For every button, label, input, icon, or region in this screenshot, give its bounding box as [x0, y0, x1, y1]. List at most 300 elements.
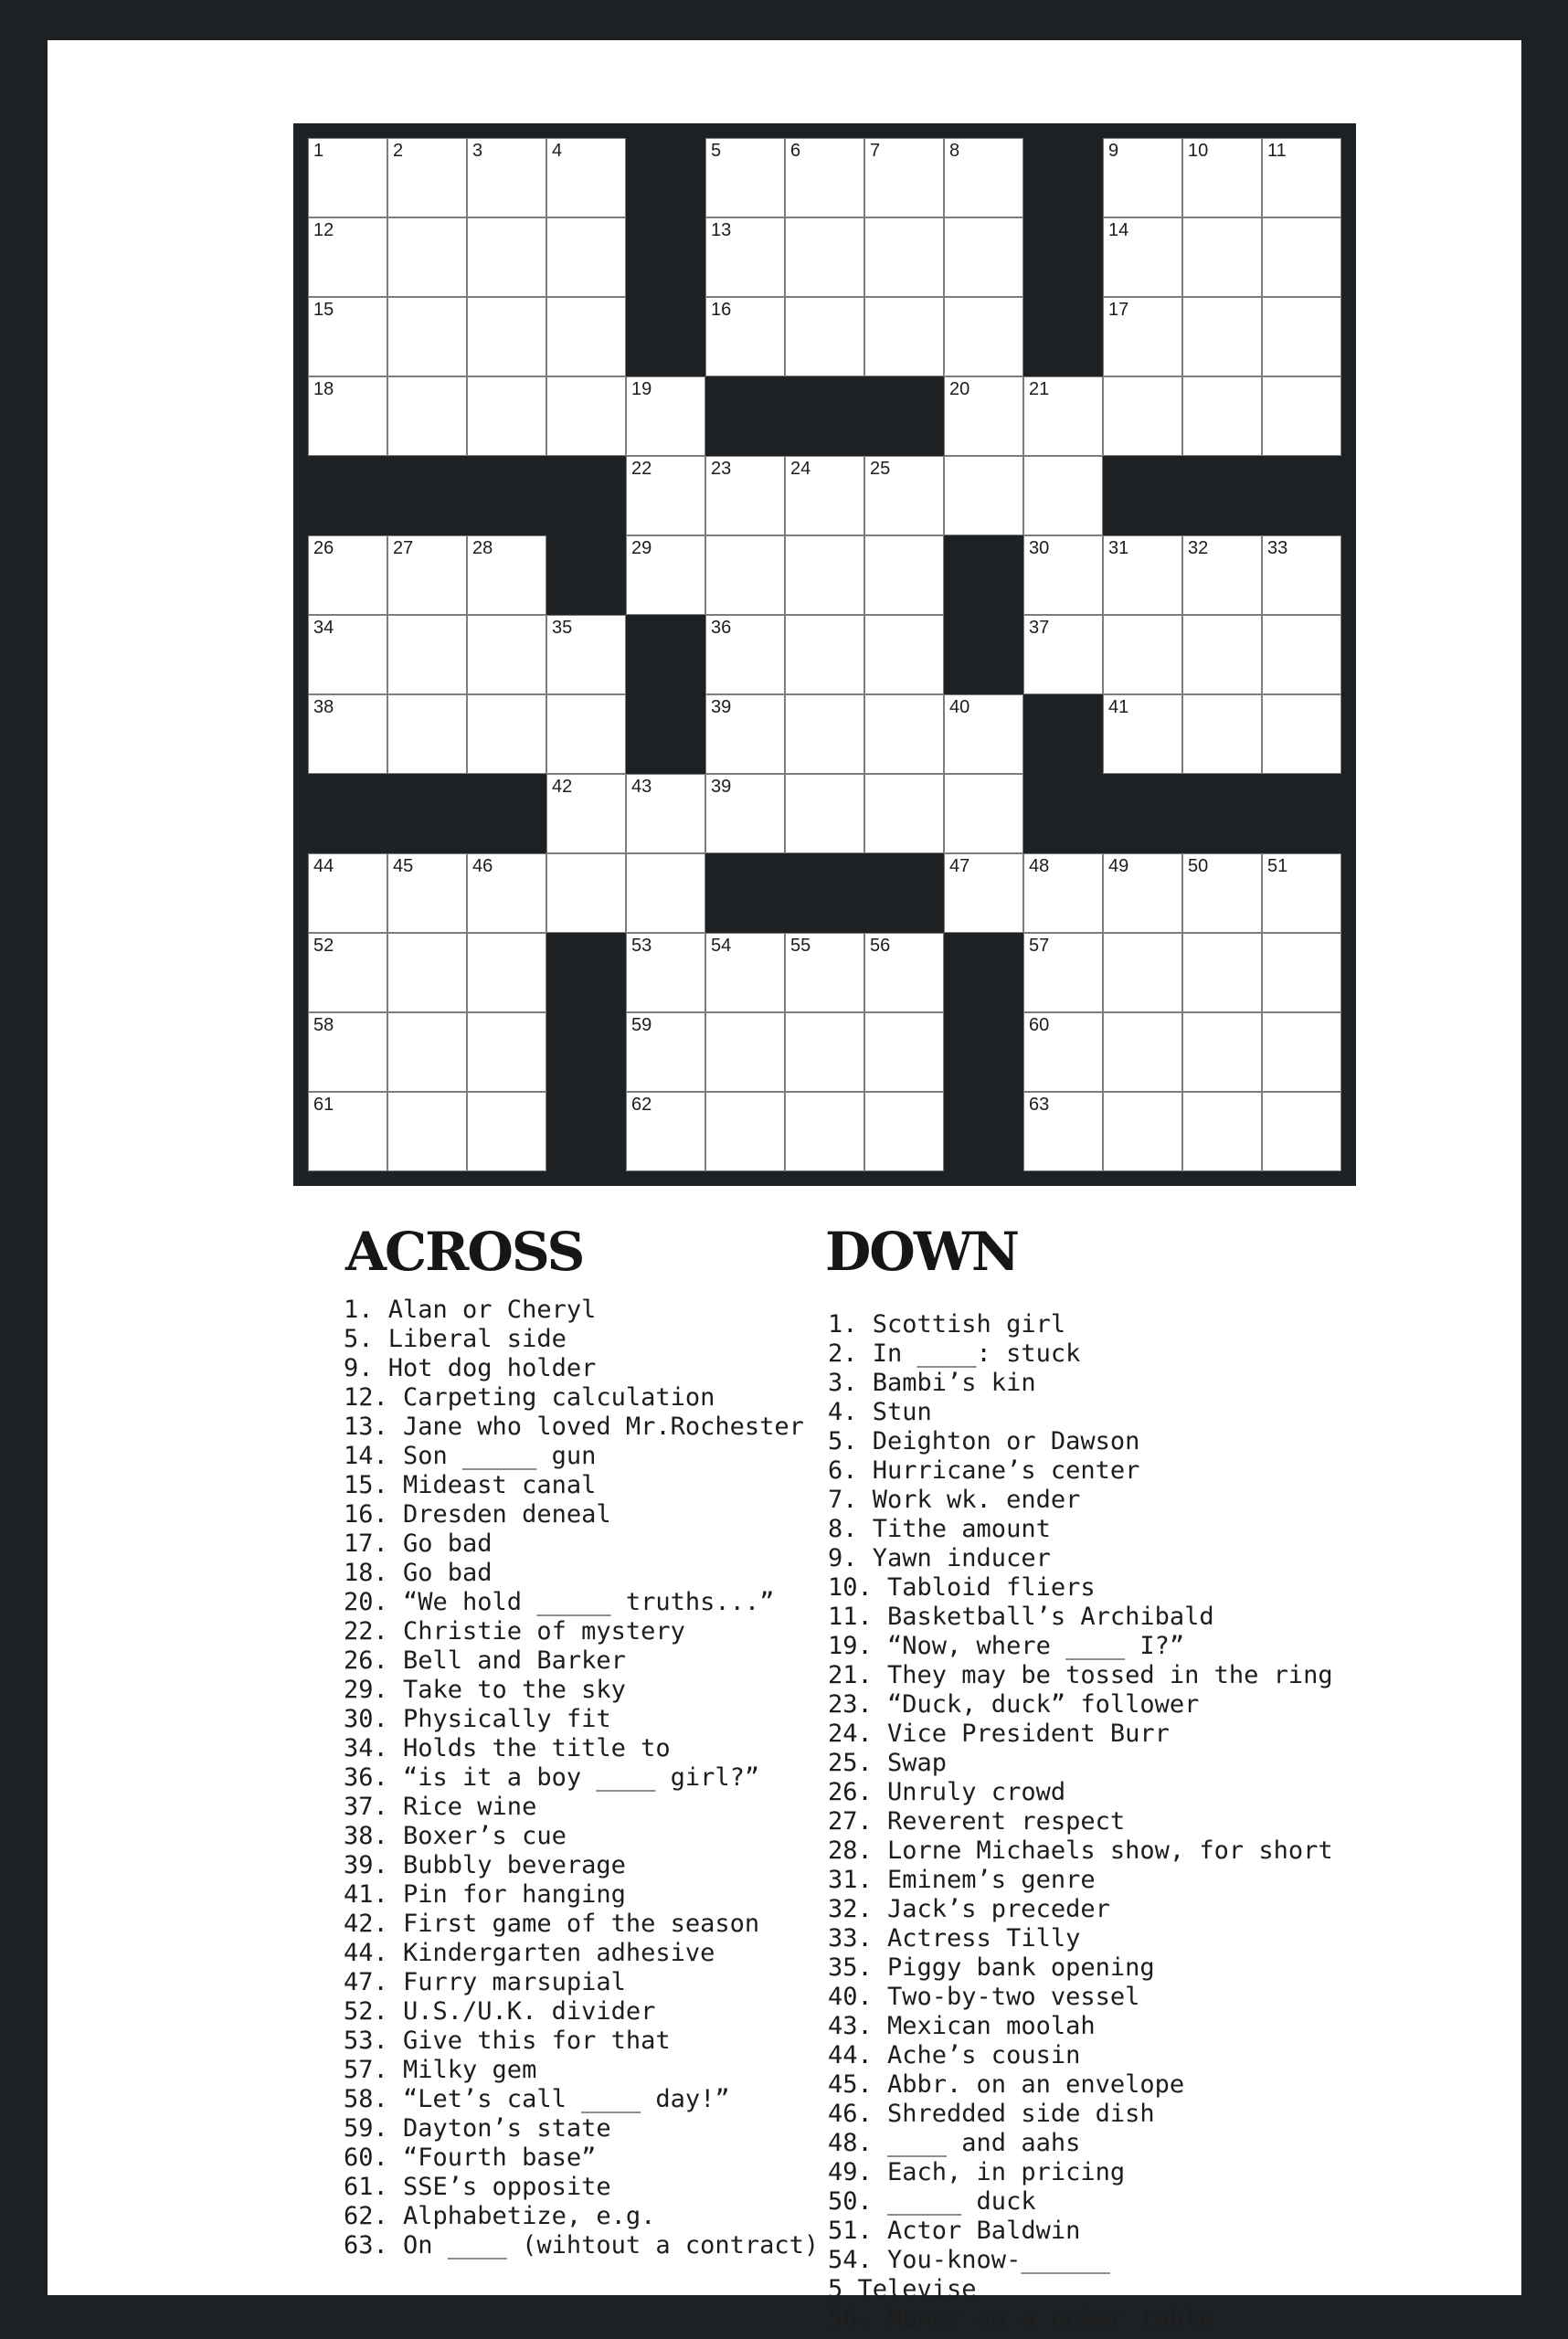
grid-cell[interactable]	[626, 456, 705, 535]
grid-cell[interactable]	[1182, 297, 1262, 376]
grid-cell[interactable]	[944, 774, 1023, 853]
cell-number: 21	[1029, 379, 1050, 399]
grid-cell[interactable]	[546, 774, 626, 853]
grid-cell[interactable]	[546, 217, 626, 297]
grid-cell[interactable]	[626, 933, 705, 1012]
grid-cell[interactable]	[1023, 535, 1103, 615]
cell-number: 61	[313, 1095, 334, 1115]
across-clue: 5. Liberal side	[344, 1325, 567, 1353]
black-cell	[626, 615, 705, 694]
grid-cell[interactable]	[864, 456, 944, 535]
black-cell	[467, 456, 546, 535]
grid-cell[interactable]	[308, 217, 387, 297]
grid-cell[interactable]	[705, 694, 785, 774]
black-cell	[785, 376, 864, 456]
black-cell	[705, 853, 785, 933]
down-clue: 21. They may be tossed in the ring	[828, 1661, 1333, 1689]
black-cell	[705, 376, 785, 456]
grid-cell[interactable]	[1182, 933, 1262, 1012]
across-clue: 13. Jane who loved Mr.Rochester	[344, 1413, 804, 1441]
grid-cell[interactable]	[467, 1012, 546, 1092]
grid-cell[interactable]	[1262, 1092, 1341, 1171]
grid-cell[interactable]	[944, 694, 1023, 774]
grid-cell[interactable]	[944, 456, 1023, 535]
down-clue: 46. Shredded side dish	[828, 2100, 1155, 2128]
cell-number: 51	[1267, 856, 1288, 876]
grid-cell[interactable]	[1023, 376, 1103, 456]
grid-cell[interactable]	[705, 217, 785, 297]
cell-number: 27	[393, 538, 414, 558]
grid-cell[interactable]	[1103, 615, 1182, 694]
grid-cell[interactable]	[387, 1092, 467, 1171]
grid-cell[interactable]	[864, 615, 944, 694]
grid-cell[interactable]	[864, 694, 944, 774]
across-clue: 14. Son _____ gun	[344, 1442, 597, 1470]
down-clue: 50. _____ duck	[828, 2187, 1036, 2216]
across-clue: 58. “Let’s call ____ day!”	[344, 2085, 730, 2113]
across-clue: 61. SSE’s opposite	[344, 2173, 611, 2201]
grid-cell[interactable]	[308, 694, 387, 774]
grid-cell[interactable]	[467, 1092, 546, 1171]
grid-cell[interactable]	[1023, 933, 1103, 1012]
grid-cell[interactable]	[785, 615, 864, 694]
down-clue: 11. Basketball’s Archibald	[828, 1603, 1214, 1631]
cell-number: 26	[313, 538, 334, 558]
black-cell	[1023, 774, 1103, 853]
cell-number: 56	[870, 936, 891, 956]
down-clue-list	[828, 1310, 1333, 2334]
cell-number: 38	[313, 697, 334, 717]
black-cell	[944, 1012, 1023, 1092]
grid-cell[interactable]	[1182, 694, 1262, 774]
cell-number: 9	[1108, 141, 1119, 161]
down-clue: 31. Eminem’s genre	[828, 1866, 1096, 1894]
grid-cell[interactable]	[864, 774, 944, 853]
grid-cell[interactable]	[1103, 138, 1182, 217]
grid-cell[interactable]	[785, 297, 864, 376]
cell-number: 53	[631, 936, 652, 956]
cell-number: 14	[1108, 220, 1129, 240]
down-clue: 4. Stun	[828, 1398, 932, 1426]
black-cell	[1262, 456, 1341, 535]
across-clue: 17. Go bad	[344, 1529, 493, 1558]
cell-number: 19	[631, 379, 652, 399]
grid-cell[interactable]	[1182, 1092, 1262, 1171]
paper-page	[48, 40, 1521, 2333]
black-cell	[467, 774, 546, 853]
grid-cell[interactable]	[387, 376, 467, 456]
cell-number: 42	[552, 777, 573, 797]
grid-cell[interactable]	[626, 535, 705, 615]
down-clue: 33. Actress Tilly	[828, 1924, 1081, 1953]
grid-cell[interactable]	[944, 217, 1023, 297]
grid-cell[interactable]	[1182, 376, 1262, 456]
black-cell	[546, 933, 626, 1012]
black-cell	[944, 615, 1023, 694]
grid-cell[interactable]	[1103, 694, 1182, 774]
grid-cell[interactable]	[1103, 217, 1182, 297]
down-clue: 5 Televise	[828, 2275, 977, 2303]
grid-cell[interactable]	[864, 1092, 944, 1171]
cell-number: 36	[711, 618, 732, 638]
down-clue: 1. Scottish girl	[828, 1310, 1066, 1339]
grid-cell[interactable]	[308, 1012, 387, 1092]
cell-number: 39	[711, 777, 732, 797]
cell-number: 41	[1108, 697, 1129, 717]
black-cell	[785, 853, 864, 933]
across-clue: 30. Physically fit	[344, 1705, 611, 1733]
cell-number: 20	[949, 379, 970, 399]
across-clue: 1. Alan or Cheryl	[344, 1296, 597, 1324]
cell-number: 43	[631, 777, 652, 797]
black-cell	[1023, 217, 1103, 297]
black-cell	[626, 217, 705, 297]
down-clue: 7. Work wk. ender	[828, 1486, 1081, 1514]
across-clue: 12. Carpeting calculation	[344, 1383, 715, 1412]
grid-cell[interactable]	[467, 297, 546, 376]
cell-number: 2	[393, 141, 404, 161]
black-cell	[626, 694, 705, 774]
cell-number: 35	[552, 618, 573, 638]
across-clue: 22. Christie of mystery	[344, 1617, 685, 1646]
grid-cell[interactable]	[626, 774, 705, 853]
across-clue: 44. Kindergarten adhesive	[344, 1939, 715, 1967]
grid-cell[interactable]	[1182, 535, 1262, 615]
down-clue: 24. Vice President Burr	[828, 1720, 1170, 1748]
black-cell	[546, 456, 626, 535]
down-clue: 3. Bambi’s kin	[828, 1369, 1036, 1397]
cell-number: 5	[711, 141, 722, 161]
grid-cell[interactable]	[1023, 1092, 1103, 1171]
grid-cell[interactable]	[944, 138, 1023, 217]
down-clue: 56. Money on a poker table	[828, 2304, 1214, 2333]
grid-cell[interactable]	[387, 853, 467, 933]
across-clue: 63. On ____ (wihtout a contract)	[344, 2231, 820, 2260]
grid-cell[interactable]	[1262, 376, 1341, 456]
grid-cell[interactable]	[467, 376, 546, 456]
down-clue: 2. In ____: stuck	[828, 1339, 1081, 1368]
black-cell	[308, 456, 387, 535]
grid-cell[interactable]	[387, 217, 467, 297]
grid-cell[interactable]	[626, 1092, 705, 1171]
grid-cell[interactable]	[1262, 615, 1341, 694]
down-heading: DOWN	[825, 1221, 1018, 1283]
down-clue: 45. Abbr. on an envelope	[828, 2070, 1185, 2099]
across-clue: 34. Holds the title to	[344, 1734, 671, 1762]
cell-number: 37	[1029, 618, 1050, 638]
across-clue: 59. Dayton’s state	[344, 2114, 611, 2143]
black-cell	[1103, 456, 1182, 535]
cell-number: 44	[313, 856, 334, 876]
grid-cell[interactable]	[308, 535, 387, 615]
down-clue: 27. Reverent respect	[828, 1807, 1126, 1836]
grid-cell[interactable]	[785, 217, 864, 297]
grid-cell[interactable]	[387, 297, 467, 376]
black-cell	[1182, 774, 1262, 853]
cell-number: 34	[313, 618, 334, 638]
grid-cell[interactable]	[467, 535, 546, 615]
cell-number: 22	[631, 459, 652, 479]
across-clue: 42. First game of the season	[344, 1910, 760, 1938]
down-clue: 19. “Now, where ____ I?”	[828, 1632, 1185, 1660]
grid-cell[interactable]	[864, 933, 944, 1012]
down-clue: 5. Deighton or Dawson	[828, 1427, 1140, 1455]
across-clue: 41. Pin for hanging	[344, 1880, 626, 1909]
grid-cell[interactable]	[467, 694, 546, 774]
black-cell	[944, 1092, 1023, 1171]
black-cell	[1023, 138, 1103, 217]
grid-cell[interactable]	[1103, 1012, 1182, 1092]
cell-number: 62	[631, 1095, 652, 1115]
grid-cell[interactable]	[1103, 853, 1182, 933]
down-clue: 9. Yawn inducer	[828, 1544, 1051, 1572]
cell-number: 60	[1029, 1015, 1050, 1035]
grid-cell[interactable]	[1023, 456, 1103, 535]
grid-cell[interactable]	[705, 1012, 785, 1092]
across-heading: ACROSS	[345, 1221, 584, 1283]
cell-number: 57	[1029, 936, 1050, 956]
grid-cell[interactable]	[864, 297, 944, 376]
cell-number: 55	[790, 936, 811, 956]
grid-cell[interactable]	[467, 615, 546, 694]
cell-number: 24	[790, 459, 811, 479]
grid-cell[interactable]	[864, 1012, 944, 1092]
cell-number: 45	[393, 856, 414, 876]
grid-cell[interactable]	[1023, 853, 1103, 933]
across-clue: 53. Give this for that	[344, 2027, 671, 2055]
black-cell	[387, 774, 467, 853]
cell-number: 31	[1108, 538, 1129, 558]
cell-number: 12	[313, 220, 334, 240]
grid-cell[interactable]	[387, 535, 467, 615]
grid-cell[interactable]	[546, 297, 626, 376]
grid-cell[interactable]	[1103, 297, 1182, 376]
cell-number: 39	[711, 697, 732, 717]
across-clue: 38. Boxer’s cue	[344, 1822, 567, 1850]
grid-cell[interactable]	[1262, 1012, 1341, 1092]
across-clue: 47. Furry marsupial	[344, 1968, 626, 1996]
black-cell	[546, 535, 626, 615]
grid-cell[interactable]	[1103, 376, 1182, 456]
grid-cell[interactable]	[785, 933, 864, 1012]
grid-cell[interactable]	[308, 853, 387, 933]
grid-cell[interactable]	[1262, 853, 1341, 933]
grid-cell[interactable]	[1182, 1012, 1262, 1092]
cell-number: 54	[711, 936, 732, 956]
down-clue: 26. Unruly crowd	[828, 1778, 1066, 1806]
down-clue: 28. Lorne Michaels show, for short	[828, 1836, 1333, 1865]
down-clue: 54. You-know-______	[828, 2246, 1110, 2274]
grid-cell[interactable]	[785, 774, 864, 853]
cell-number: 17	[1108, 300, 1129, 320]
down-clue: 40. Two-by-two vessel	[828, 1983, 1140, 2011]
cell-number: 47	[949, 856, 970, 876]
grid-cell[interactable]	[387, 615, 467, 694]
grid-cell[interactable]	[308, 1092, 387, 1171]
grid-cell[interactable]	[467, 853, 546, 933]
grid-cell[interactable]	[1023, 1012, 1103, 1092]
grid-cell[interactable]	[1103, 1092, 1182, 1171]
grid-cell[interactable]	[785, 535, 864, 615]
grid-cell[interactable]	[705, 933, 785, 1012]
grid-cell[interactable]	[467, 933, 546, 1012]
down-clue: 48. ____ and aahs	[828, 2129, 1081, 2157]
cell-number: 46	[472, 856, 493, 876]
grid-cell[interactable]	[944, 297, 1023, 376]
cell-number: 28	[472, 538, 493, 558]
grid-cell[interactable]	[864, 217, 944, 297]
cell-number: 7	[870, 141, 881, 161]
black-cell	[944, 933, 1023, 1012]
cell-number: 4	[552, 141, 563, 161]
grid-cell[interactable]	[705, 138, 785, 217]
cell-number: 3	[472, 141, 483, 161]
cell-number: 13	[711, 220, 732, 240]
grid-cell[interactable]	[387, 933, 467, 1012]
grid-cell[interactable]	[944, 853, 1023, 933]
cell-number: 40	[949, 697, 970, 717]
grid-cell[interactable]	[626, 853, 705, 933]
down-clue: 49. Each, in pricing	[828, 2158, 1126, 2186]
across-clue: 36. “is it a boy ____ girl?”	[344, 1763, 760, 1792]
down-clue: 35. Piggy bank opening	[828, 1953, 1155, 1982]
cell-number: 58	[313, 1015, 334, 1035]
cell-number: 29	[631, 538, 652, 558]
grid-cell[interactable]	[705, 297, 785, 376]
down-clue: 32. Jack’s preceder	[828, 1895, 1110, 1923]
across-clue: 15. Mideast canal	[344, 1471, 597, 1499]
grid-cell[interactable]	[1262, 933, 1341, 1012]
across-clue: 62. Alphabetize, e.g.	[344, 2202, 656, 2230]
black-cell	[387, 456, 467, 535]
grid-cell[interactable]	[308, 376, 387, 456]
black-cell	[864, 853, 944, 933]
black-cell	[1103, 774, 1182, 853]
down-clue: 25. Swap	[828, 1749, 948, 1777]
grid-cell[interactable]	[1023, 615, 1103, 694]
grid-cell[interactable]	[785, 138, 864, 217]
across-clue: 57. Milky gem	[344, 2056, 537, 2084]
across-clue: 60. “Fourth base”	[344, 2143, 597, 2172]
grid-cell[interactable]	[1262, 138, 1341, 217]
cell-number: 11	[1267, 141, 1287, 161]
grid-cell[interactable]	[1103, 535, 1182, 615]
black-cell	[626, 297, 705, 376]
grid-cell[interactable]	[785, 1092, 864, 1171]
grid-cell[interactable]	[546, 376, 626, 456]
cell-number: 48	[1029, 856, 1050, 876]
across-clue: 39. Bubbly beverage	[344, 1851, 626, 1879]
grid-cell[interactable]	[705, 535, 785, 615]
grid-cell[interactable]	[387, 694, 467, 774]
grid-cell[interactable]	[467, 217, 546, 297]
grid-cell[interactable]	[1262, 535, 1341, 615]
black-cell	[626, 138, 705, 217]
black-cell	[944, 535, 1023, 615]
down-clue: 43. Mexican moolah	[828, 2012, 1096, 2040]
grid-cell[interactable]	[944, 376, 1023, 456]
grid-cell[interactable]	[308, 933, 387, 1012]
black-cell	[546, 1012, 626, 1092]
across-clue: 26. Bell and Barker	[344, 1646, 626, 1675]
grid-cell[interactable]	[308, 138, 387, 217]
grid-cell[interactable]	[785, 456, 864, 535]
grid-cell[interactable]	[308, 297, 387, 376]
down-clue: 44. Ache’s cousin	[828, 2041, 1081, 2069]
grid-cell[interactable]	[785, 694, 864, 774]
grid-cell[interactable]	[1182, 138, 1262, 217]
grid-cell[interactable]	[864, 535, 944, 615]
grid-cell[interactable]	[785, 1012, 864, 1092]
grid-cell[interactable]	[705, 615, 785, 694]
grid-cell[interactable]	[387, 1012, 467, 1092]
grid-cell[interactable]	[705, 456, 785, 535]
cell-number: 10	[1188, 141, 1209, 161]
cell-number: 30	[1029, 538, 1050, 558]
grid-cell[interactable]	[546, 853, 626, 933]
cell-number: 23	[711, 459, 732, 479]
black-cell	[1182, 456, 1262, 535]
down-clue: 6. Hurricane’s center	[828, 1456, 1140, 1485]
cell-number: 6	[790, 141, 801, 161]
grid-cell[interactable]	[467, 138, 546, 217]
grid-cell[interactable]	[546, 615, 626, 694]
across-clue: 52. U.S./U.K. divider	[344, 1997, 656, 2026]
cell-number: 52	[313, 936, 334, 956]
cell-number: 16	[711, 300, 732, 320]
grid-cell[interactable]	[864, 138, 944, 217]
black-cell	[308, 774, 387, 853]
across-clue: 9. Hot dog holder	[344, 1354, 597, 1382]
grid-cell[interactable]	[626, 1012, 705, 1092]
cell-number: 15	[313, 300, 334, 320]
black-cell	[1023, 297, 1103, 376]
cell-number: 8	[949, 141, 960, 161]
down-clue: 23. “Duck, duck” follower	[828, 1690, 1200, 1719]
across-clue: 18. Go bad	[344, 1559, 493, 1587]
black-cell	[1023, 694, 1103, 774]
grid-cell[interactable]	[1262, 297, 1341, 376]
grid-cell[interactable]	[626, 376, 705, 456]
across-clue-list	[344, 1296, 819, 2260]
across-clue: 20. “We hold _____ truths...”	[344, 1588, 775, 1616]
cell-number: 1	[313, 141, 324, 161]
cell-number: 63	[1029, 1095, 1050, 1115]
grid-cell[interactable]	[387, 138, 467, 217]
crossword-grid	[308, 138, 1341, 1171]
cell-number: 49	[1108, 856, 1129, 876]
grid-cell[interactable]	[1182, 615, 1262, 694]
grid-cell[interactable]	[1262, 694, 1341, 774]
down-clue: 8. Tithe amount	[828, 1515, 1051, 1543]
grid-cell[interactable]	[546, 694, 626, 774]
grid-cell[interactable]	[308, 615, 387, 694]
down-clue: 51. Actor Baldwin	[828, 2217, 1081, 2245]
cell-number: 18	[313, 379, 334, 399]
grid-cell[interactable]	[546, 138, 626, 217]
grid-cell[interactable]	[1182, 853, 1262, 933]
black-cell	[1262, 774, 1341, 853]
grid-cell[interactable]	[705, 774, 785, 853]
grid-cell[interactable]	[1182, 217, 1262, 297]
cell-number: 33	[1267, 538, 1288, 558]
grid-cell[interactable]	[705, 1092, 785, 1171]
black-cell	[546, 1092, 626, 1171]
grid-cell[interactable]	[1103, 933, 1182, 1012]
crossword-grid-frame	[293, 123, 1356, 1186]
cell-number: 25	[870, 459, 891, 479]
grid-cell[interactable]	[1262, 217, 1341, 297]
